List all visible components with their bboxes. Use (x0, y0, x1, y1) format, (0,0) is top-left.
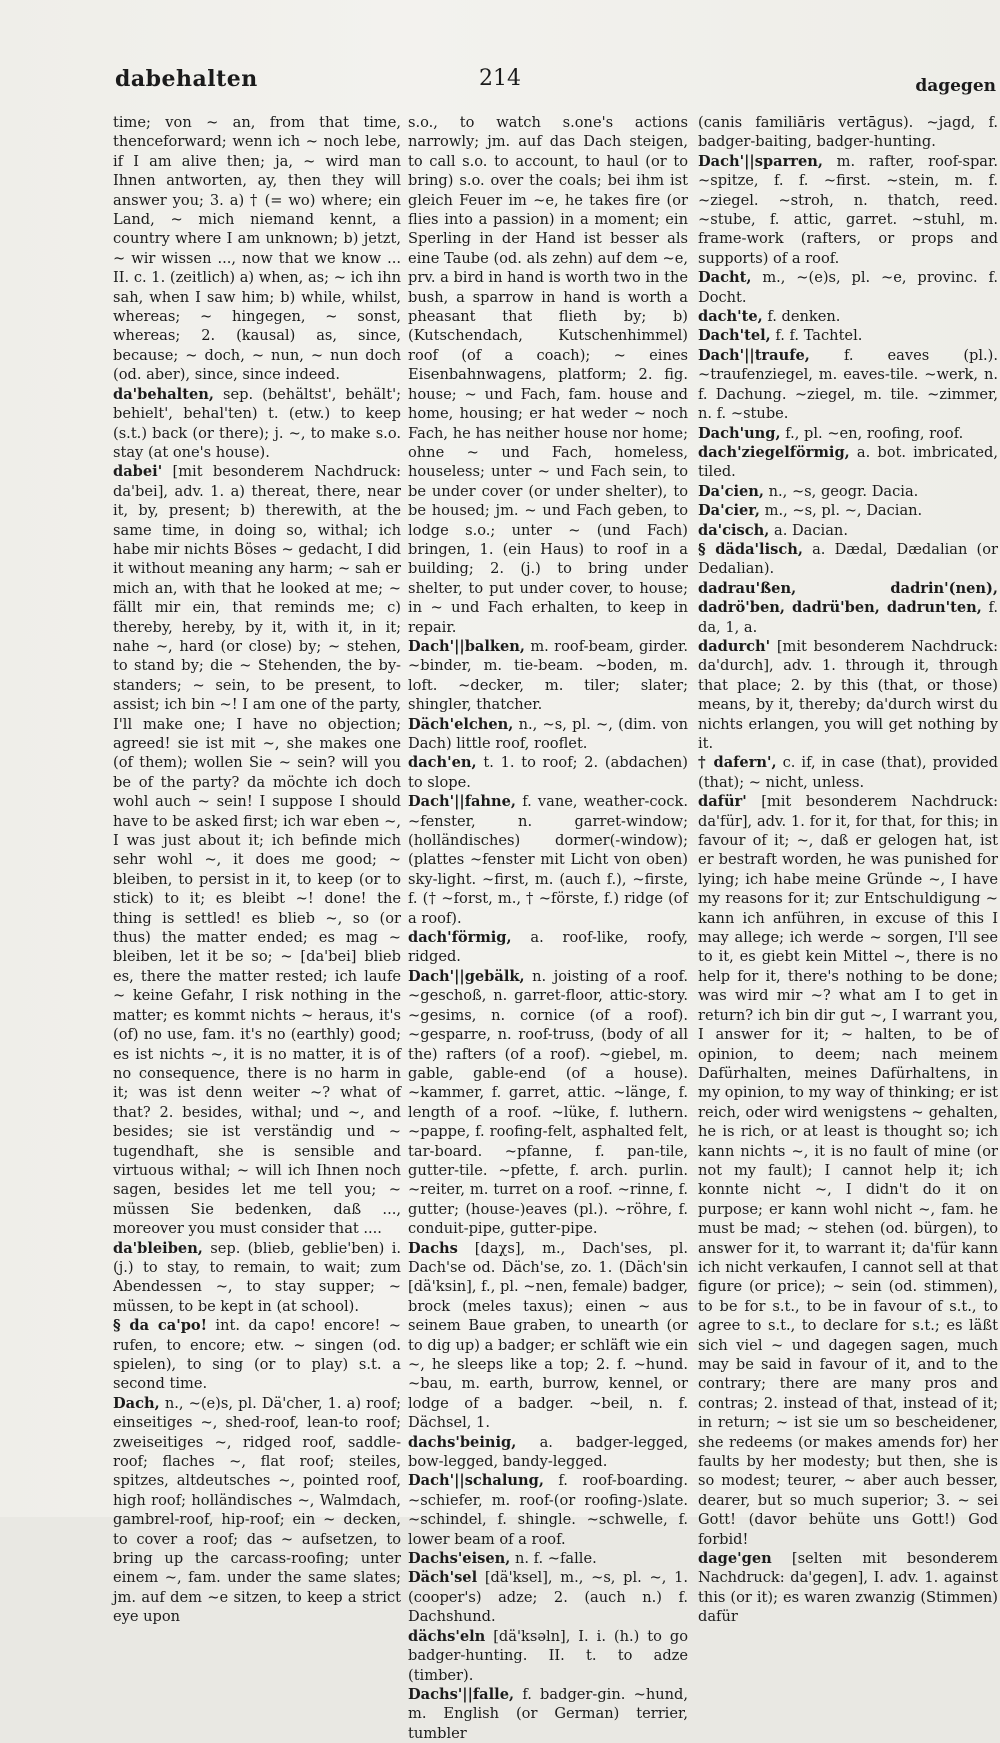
dictionary-entry (408, 113, 688, 637)
entry-text: n. f. ~falle. (514, 1550, 597, 1568)
headword: dafür' (698, 793, 747, 811)
headword: Däch'sel (408, 1569, 478, 1587)
headword: Dach'||sparren, (698, 152, 823, 170)
dictionary-entry (698, 501, 998, 520)
dictionary-entry (698, 307, 998, 326)
dictionary-entry (698, 346, 998, 424)
running-head-right: dagegen (915, 76, 996, 96)
entry-text: m. rafter, roof-spar. ~spitze, f. f. ~first. ~stein, m. f. ~ziegel. ~stroh, n. thatch, reed. ~stube, f. attic, garret. ~stuhl, m. frame-work (rafters, or props and supports) of a roof. (698, 152, 999, 267)
dictionary-entry (408, 1471, 688, 1549)
headword: da'cisch, (698, 521, 770, 539)
entry-text: int. da capo! encore! ~ rufen, to encore; etw. ~ singen (od. spielen), to sing (or to play) s.t. a second time. (113, 1317, 401, 1393)
entry-text: a. Dacian. (774, 521, 848, 539)
entry-text: (canis familiāris vertāgus). ~jagd, f. badger-baiting, badger-hunting. (698, 114, 998, 151)
headword: Däch'elchen, (408, 715, 514, 733)
headword: § da ca'po! (113, 1317, 208, 1335)
entry-text: t. 1. to roof; 2. (abdachen) to slope. (408, 754, 688, 791)
page-header (0, 58, 1000, 98)
entry-text: [dä'ksəln], I. i. (h.) to go badger-hunting. II. t. to adze (timber). (408, 1627, 688, 1684)
entry-text: [mit besonderem Nachdruck: da'durch], adv. 1. through it, through that place; 2. by this (that, or those) means, by it, thereby; da'durch wirst du nichts erlangen, you will get nothing by it. (698, 637, 998, 752)
dictionary-entry (408, 1627, 688, 1685)
entry-text: sep. (behältst', behält'; behielt', behal'ten) t. (etw.) to keep (s.t.) back (or there); j. ~, to make s.o. stay (at one's house). (113, 385, 401, 461)
headword: Dacht, (698, 269, 752, 287)
headword: Da'cien, (698, 482, 764, 500)
entry-text: f. denken. (767, 308, 841, 326)
headword: dach'te, (698, 308, 763, 326)
headword: Dachs'eisen, (408, 1550, 511, 1568)
headword: dach'ziegelförmig, (698, 443, 850, 461)
entry-text: [mit besonderem Nachdruck: da'für], adv. 1. for it, for that, for this; in favour of it; ~, daß er gelogen hat, ist er bestraft worden, he was punished for lying; ich habe meine Gründe ~, I have my reasons for it; zur Entschuldigung ~ kann ich anführen, in excuse of this I may allege; ich werde ~ sorgen, I'll see to it, es giebt kein Mittel ~, there is no help for it, there's nothing to be done; was wird mir ~? what am I to get in return? ich bin dir gut ~, I warrant you, I answer for it; ~ halten, to be of opinion, to deem; nach meinem Dafürhalten, meines Dafürhaltens, in my opinion, to my way of thinking; er ist reich, oder wird wenigstens ~ gehalten, he is rich, or at least is thought so; ich kann nichts ~, it is no fault of mine (or not my fault); I cannot help it; ich konnte nicht ~, I didn't do it on purpose; er kann wohl nicht ~, fam. he must be mad; ~ stehen (od. bürgen), to answer for it, to warrant it; da'für kann ich nicht verkaufen, I cannot sell at that figure (or price); ~ sein (od. stimmen), to be for s.t., to be in favour of s.t., to agree to s.t., to declare for s.t.; es läßt sich viel ~ und dagegen sagen, much may be said in favour of it, and to the contrary; there are many pros and contras; 2. instead of that, instead of it; in return; ~ ist sie um so bescheidener, she redeems (or makes amends for) her faults by her modesty; but then, she is so modest; teurer, ~ aber auch besser, dearer, but so much superior; 3. ~ sei Gott! (davor behüte uns Gott!) God forbid! (698, 793, 998, 1548)
dictionary-entry (408, 1568, 688, 1626)
headword: Dachs'||falle, (408, 1685, 515, 1703)
entry-text: a. roof-like, roofy, ridged. (408, 929, 688, 966)
headword: Dach'ung, (698, 424, 781, 442)
dictionary-entry (698, 521, 998, 540)
dictionary-entry (698, 268, 998, 307)
headword: dage'gen (698, 1550, 772, 1568)
dictionary-entry (698, 579, 998, 637)
dictionary-entry (408, 1685, 688, 1743)
headword: Dach'||balken, (408, 637, 525, 655)
column-middle (408, 113, 689, 1742)
page-number: 214 (479, 66, 521, 91)
headword: da'bleiben, (113, 1239, 203, 1257)
headword: Dach'tel, (698, 327, 771, 345)
entry-text: n., ~(e)s, pl. Dä'cher, 1. a) roof; einseitiges ~, shed-roof, lean-to roof; zweiseitiges ~, ridged roof, saddle-roof; flaches ~, flat roof; steiles, spitzes, altdeutsches ~, pointed roof, high roof; holländisches ~, Walmdach, gambrel-roof, hip-roof; ein ~ decken, to cover a roof; das ~ aufsetzen, to bring up the carcass-roofing; unter einem ~, fam. under the same slates; jm. auf dem ~e sitzen, to keep a strict eye upon (113, 1394, 402, 1626)
headword: dachs'beinig, (408, 1433, 517, 1451)
entry-text: f. eaves (pl.). ~traufenziegel, m. eaves-tile. ~werk, n. f. Dachung. ~ziegel, m. tile. ~zimmer, n. f. ~stube. (698, 346, 999, 423)
headword: Da'cier, (698, 502, 761, 520)
dictionary-entry (113, 113, 401, 385)
entry-text: sep. (blieb, geblie'ben) i. (j.) to stay, to remain, to wait; zum Abendessen ~, to stay supper; ~ müssen, to be kept in (at school). (113, 1239, 402, 1315)
entry-text: c. if, in case (that), provided (that); ~ nicht, unless. (698, 754, 998, 791)
dictionary-entry (698, 443, 998, 482)
entry-text: f. f. Tachtel. (775, 327, 863, 345)
headword: dächs'eln (408, 1627, 486, 1645)
dictionary-entry (408, 637, 688, 715)
dictionary-entry (408, 1433, 688, 1472)
dictionary-entry (408, 1239, 688, 1433)
entry-text: f. badger-gin. ~hund, m. English (or German) terrier, tumbler (408, 1685, 688, 1742)
entry-text: [daχs], m., Dach'ses, pl. Dach'se od. Däch'se, zo. 1. (Däch'sin [dä'ksin], f., pl. ~nen, female) badger, brock (meles taxus); einen ~ aus seinem Baue graben, to unearth (or to dig up) a badger; er schläft wie ein ~, he sleeps like a top; 2. f. ~hund. ~bau, m. earth, burrow, kennel, or lodge of a badger. ~beil, n. f. Dächsel, 1. (408, 1239, 689, 1432)
dictionary-entry (698, 113, 998, 152)
entry-text: f., pl. ~en, roofing, roof. (785, 424, 964, 442)
headword: Dach'||gebälk, (408, 967, 525, 985)
entry-text: [mit besonderem Nachdruck: da'bei], adv. 1. a) thereat, there, near it, by, present; b) therewith, at the same time, in doing so, withal; ich habe mir nichts Böses ~ gedacht, I did it without meaning any harm; ~ sah er mich an, with that he looked at me; ~ fällt mir ein, that reminds me; c) thereby, hereby, by it, with it, in it; nahe ~, hard (or close) by; ~ stehen, to stand by; die ~ Stehenden, the by-standers; ~ sein, to be present, to assist; ich bin ~! I am one of the party, I'll make one; I have no objection; agreed! sie ist mit ~, she makes one (of them); wollen Sie ~ sein? will you be of the party? da möchte ich doch wohl auch ~ sein! I suppose I should have to be asked first; ich war eben ~, I was just about it; ich befinde mich sehr wohl ~, it does me good; ~ bleiben, to persist in it, to keep (or to stick) to it; es bleibt ~! done! the thing is settled! es blieb ~, so (or thus) the matter ended; es mag ~ bleiben, let it be so; ~ [da'bei] blieb es, there the matter rested; ich laufe ~ keine Gefahr, I risk nothing in the matter; es kommt nichts ~ heraus, it's (of) no use, fam. it's no (earthly) good; es ist nichts ~, it is no matter, it is of no consequence, there is no harm in it; was ist denn weiter ~? what of that? 2. besides, withal; und ~, and besides; sie ist verständig und ~ tugendhaft, she is sensible and virtuous withal; ~ will ich Ihnen noch sagen, besides let me tell you; ~ müssen Sie bedenken, daß ..., moreover you must consider that .... (113, 463, 401, 1238)
dictionary-entry (113, 462, 401, 1238)
dictionary-entry (698, 792, 998, 1549)
dictionary-entry (408, 753, 688, 792)
headword: † dafern', (698, 754, 777, 772)
entry-text: a. Dædal, Dædalian (or Dedalian). (698, 540, 999, 578)
headword: dadrau'ßen, dadrin'(nen), dadrö'ben, dadrü'ben, dadrun'ten, (698, 579, 998, 617)
entry-text: time; von ~ an, from that time, thenceforward; wenn ich ~ noch lebe, if I am alive then; ja, ~ wird man Ihnen antworten, ay, then they will answer you; 3. a) † (= wo) where; ein Land, ~ mich niemand kennt, a country where I am unknown; b) jetzt, ~ wir wissen ..., now that we know ... II. c. 1. (zeitlich) a) when, as; ~ ich ihn sah, when I saw him; b) while, whilst, whereas; ~ hingegen, ~ sonst, whereas; 2. (kausal) as, since, because; ~ doch, ~ nun, ~ nun doch (od. aber), since, since indeed. (113, 114, 401, 384)
entry-text: [selten mit besonderem Nachdruck: da'gegen], I. adv. 1. against this (or it); es waren zwanzig (Stimmen) dafür (698, 1550, 999, 1626)
dictionary-entry (698, 152, 998, 268)
dictionary-entry (408, 715, 688, 754)
headword: Dach'||fahne, (408, 793, 517, 811)
running-head-left: dabehalten (115, 66, 258, 92)
headword: Dach, (113, 1394, 160, 1412)
dictionary-entry (698, 1549, 998, 1627)
dictionary-entry (698, 540, 998, 579)
dictionary-entry (408, 1549, 688, 1568)
headword: dach'förmig, (408, 929, 512, 947)
dictionary-entry (698, 326, 998, 345)
entry-text: a. bot. imbricated, tiled. (698, 443, 998, 481)
entry-text: m. roof-beam, girder. ~binder, m. tie-beam. ~boden, m. loft. ~decker, m. tiler; slater; shingler, thatcher. (408, 637, 688, 714)
entry-text: a. badger-legged, bow-legged, bandy-legged. (408, 1433, 689, 1471)
dictionary-entry (113, 1239, 401, 1317)
entry-text: n., ~s, pl. ~, (dim. von Dach) little roof, rooflet. (408, 715, 689, 752)
headword: da'behalten, (113, 385, 214, 403)
dictionary-entry (698, 424, 998, 443)
headword: § däda'lisch, (698, 540, 803, 558)
entry-text: n., ~s, geogr. Dacia. (768, 482, 919, 500)
headword: dach'en, (408, 754, 477, 772)
dictionary-entry (698, 753, 998, 792)
headword: dadurch' (698, 637, 771, 655)
dictionary-entry (698, 637, 998, 753)
entry-text: n. joisting of a roof. ~geschoß, n. garret-floor, attic-story. ~gesims, n. cornice (of a roof). ~gesparre, n. roof-truss, (body of all the) rafters (of a roof). ~giebel, m. gable, gable-end (of a house). ~kammer, f. garret, attic. ~länge, f. length of a roof. ~lüke, f. luthern. ~pappe, f. roofing-felt, asphalted felt, tar-board. ~pfanne, f. pan-tile, gutter-tile. ~pfette, f. arch. purlin. ~reiter, m. turret on a roof. ~rinne, f. gutter; (house-)eaves (pl.). ~röhre, f. conduit-pipe, gutter-pipe. (408, 967, 689, 1238)
entry-text: s.o., to watch s.one's actions narrowly; jm. auf das Dach steigen, to call s.o. to account, to haul (or to bring) s.o. over the coals; bei ihm ist gleich Feuer im ~e, he takes fire (or flies into a passion) in a moment; ein Sperling in der Hand ist besser als eine Taube (od. als zehn) auf dem ~e, prv. a bird in hand is worth two in the bush, a sparrow in hand is worth a pheasant that flieth by; b) (Kutschendach, Kutschenhimmel) roof (of a coach); ~ eines Eisenbahnwagens, platform; 2. fig. house; ~ und Fach, fam. house and home, housing; er hat weder ~ noch Fach, he has neither house nor home; ohne ~ und Fach, homeless, houseless; unter ~ und Fach sein, to be under cover (or under shelter), to be housed; jm. ~ und Fach geben, to lodge s.o.; unter ~ (und Fach) bringen, 1. (ein Haus) to roof in a building; 2. (j.) to bring under shelter, to put under cover, to house; in ~ und Fach erhalten, to keep in repair. (408, 114, 688, 636)
column-left (113, 113, 402, 1626)
headword: Dach'||traufe, (698, 346, 810, 364)
entry-text: f. roof-boarding. ~schiefer, m. roof-(or roofing-)slate. ~schindel, f. shingle. ~schwelle, f. lower beam of a roof. (408, 1472, 688, 1548)
dictionary-entry (408, 928, 688, 967)
dictionary-entry (113, 1394, 401, 1627)
entry-text: [dä'ksel], m., ~s, pl. ~, 1. (cooper's) adze; 2. (auch n.) f. Dachshund. (408, 1569, 689, 1626)
entry-text: m., ~s, pl. ~, Dacian. (764, 502, 923, 520)
dictionary-entry (113, 1316, 401, 1394)
column-right (698, 113, 999, 1626)
entry-text: f. vane, weather-cock. ~fenster, n. garret-window; (holländisches) dormer(-window); (plattes ~fenster mit Licht von oben) sky-light. ~first, m. (auch f.), ~firste, f. († ~forst, m., † ~förste, f.) ridge (of a roof). (408, 793, 689, 927)
headword: dabei' (113, 463, 163, 481)
dictionary-entry (698, 482, 998, 501)
dictionary-entry (113, 385, 401, 463)
headword: Dachs (408, 1239, 458, 1257)
entry-text: m., ~(e)s, pl. ~e, provinc. f. Docht. (698, 269, 999, 306)
dictionary-entry (408, 792, 688, 928)
headword: Dach'||schalung, (408, 1472, 544, 1490)
dictionary-entry (408, 967, 688, 1239)
entry-text: f. da, 1, a. (698, 599, 998, 636)
